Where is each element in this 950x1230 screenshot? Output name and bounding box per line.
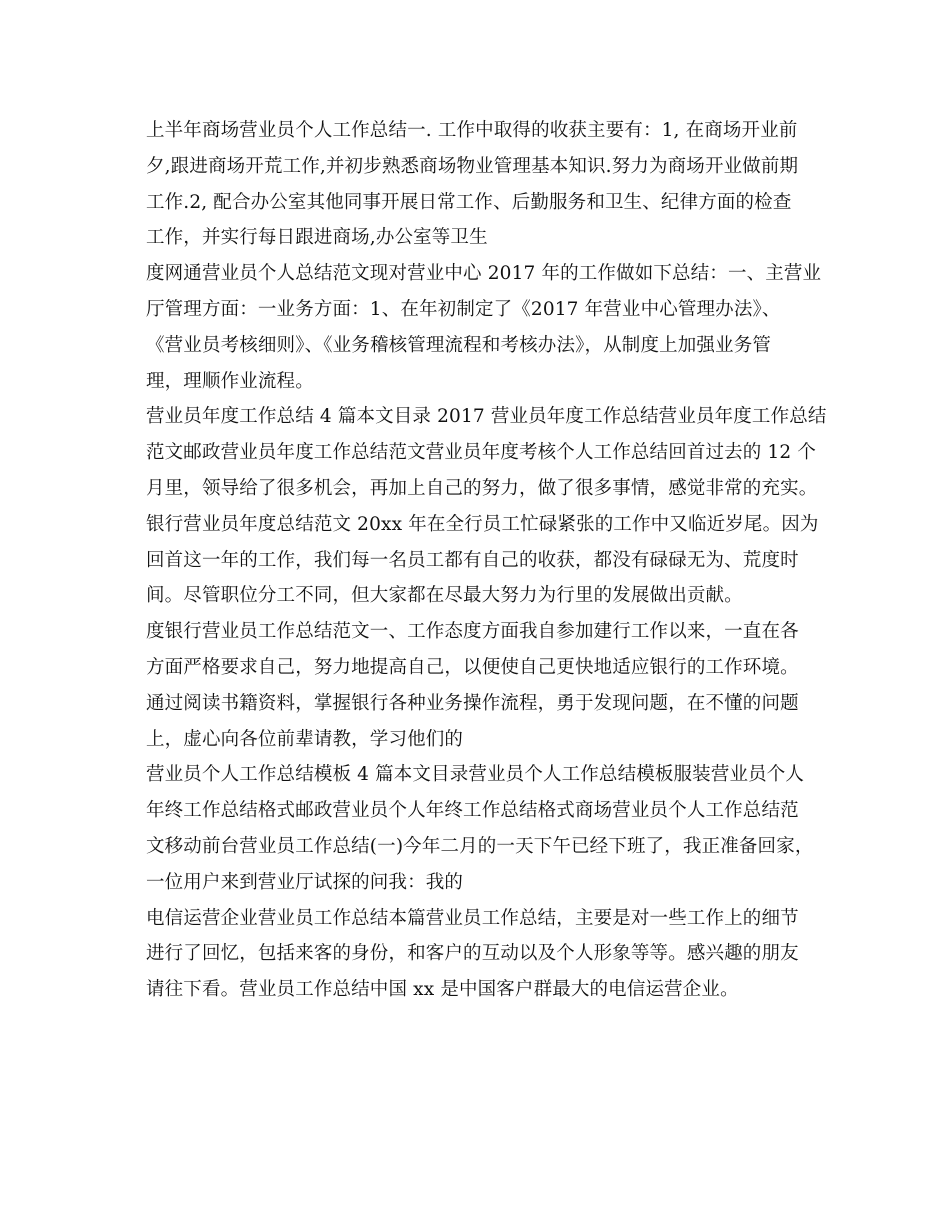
text-line: 间。尽管职位分工不同，但大家都在尽最大努力为行里的发展做出贡献。 [146, 585, 743, 607]
text-line: 工作.2, 配合办公室其他同事开展日常工作、后勤服务和卫生、纪律方面的检查 [146, 191, 792, 213]
text-line: 请往下看。营业员工作总结中国 xx 是中国客户群最大的电信运营企业。 [146, 979, 739, 1001]
text-line: 度银行营业员工作总结范文一、工作态度方面我自参加建行工作以来，一直在各 [146, 621, 799, 643]
text-line: 文移动前台营业员工作总结(一)今年二月的一天下午已经下班了，我正准备回家， [146, 835, 814, 857]
text-line: 工作，并实行每日跟进商场,办公室等卫生 [146, 227, 488, 249]
text-line: 方面严格要求自己，努力地提高自己，以便使自己更快地适应银行的工作环境。 [146, 656, 799, 678]
text-line: 范文邮政营业员年度工作总结范文营业员年度考核个人工作总结回首过去的 12 个 [146, 442, 817, 464]
text-line: 营业员个人工作总结模板 4 篇本文目录营业员个人工作总结模板服装营业员个人 [146, 764, 805, 786]
text-line: 度网通营业员个人总结范文现对营业中心 2017 年的工作做如下总结：一、主营业 [146, 263, 822, 285]
text-line: 《营业员考核细则》、《业务稽核管理流程和考核办法》，从制度上加强业务管 [146, 334, 772, 356]
text-line: 月里，领导给了很多机会，再加上自己的努力，做了很多事情，感觉非常的充实。 [146, 477, 818, 499]
text-line: 厅管理方面：一业务方面：1、在年初制定了《2017 年营业中心管理办法》、 [146, 298, 781, 320]
text-line: 回首这一年的工作，我们每一名员工都有自己的收获，都没有碌碌无为、荒度时 [146, 549, 799, 571]
text-line: 进行了回忆，包括来客的身份，和客户的互动以及个人形象等等。感兴趣的朋友 [146, 943, 799, 965]
text-line: 夕,跟进商场开荒工作,并初步熟悉商场物业管理基本知识.努力为商场开业做前期 [146, 155, 799, 177]
document-body [146, 113, 827, 1008]
text-line: 理，理顺作业流程。 [146, 370, 314, 392]
text-line: 电信运营企业营业员工作总结本篇营业员工作总结，主要是对一些工作上的细节 [146, 907, 799, 929]
text-line: 银行营业员年度总结范文 20xx 年在全行员工忙碌紧张的工作中又临近岁尾。因为 [146, 513, 819, 535]
text-line: 年终工作总结格式邮政营业员个人年终工作总结格式商场营业员个人工作总结范 [146, 800, 799, 822]
text-line: 一位用户来到营业厅试探的问我：我的 [146, 871, 464, 893]
text-line: 上，虚心向各位前辈请教，学习他们的 [146, 728, 464, 750]
text-line: 上半年商场营业员个人工作总结一. 工作中取得的收获主要有：1, 在商场开业前 [146, 120, 798, 141]
text-line: 营业员年度工作总结 4 篇本文目录 2017 营业员年度工作总结营业员年度工作总结 [146, 406, 827, 428]
text-line: 通过阅读书籍资料，掌握银行各种业务操作流程，勇于发现问题，在不懂的问题 [146, 692, 799, 714]
